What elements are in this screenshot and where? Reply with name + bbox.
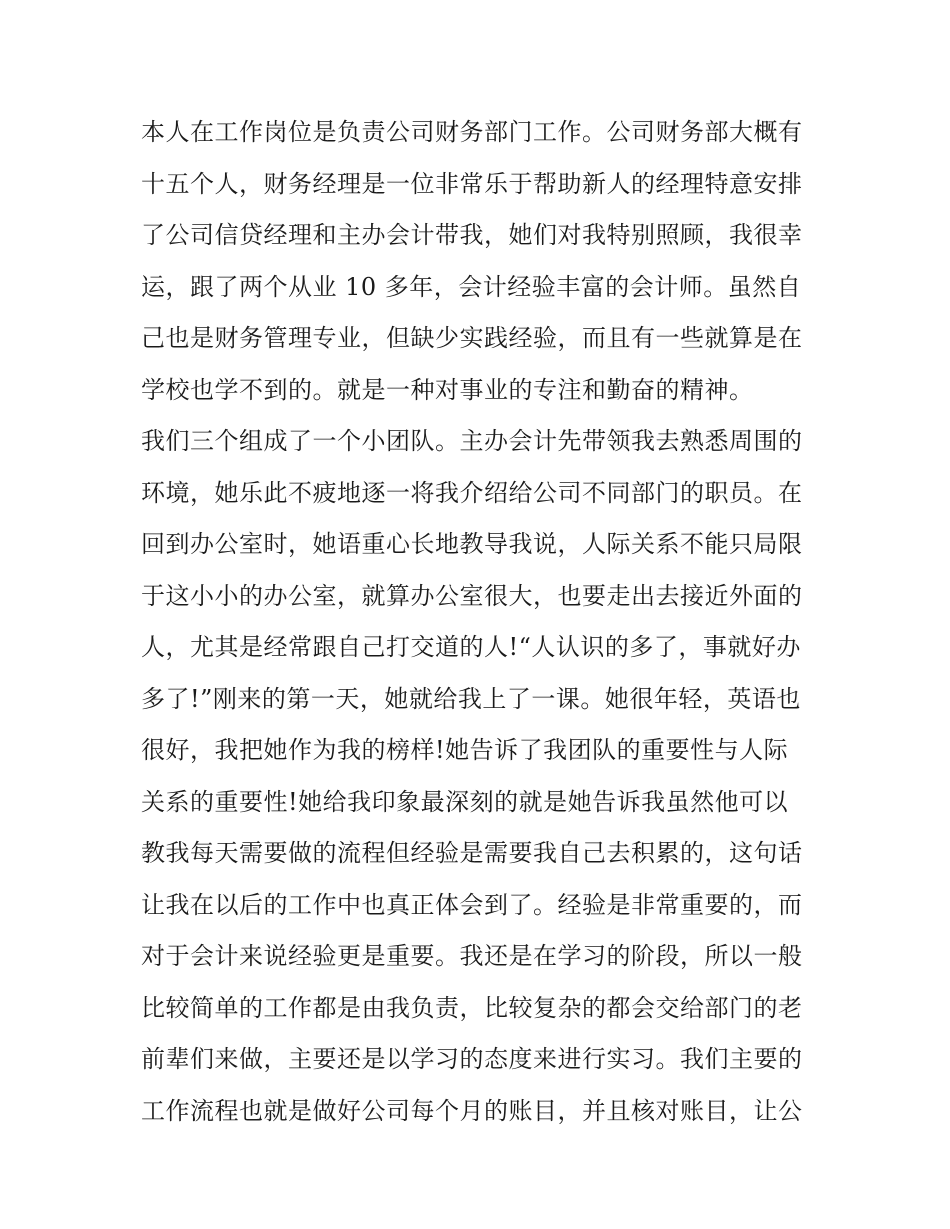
text-line: 前辈们来做，主要还是以学习的态度来进行实习。我们主要的 bbox=[141, 1045, 803, 1073]
text-line: 学校也学不到的。就是一种对事业的专注和勤奋的精神。 bbox=[141, 375, 754, 404]
text-line: 很好，我把她作为我的榜样!她告诉了我团队的重要性与人际 bbox=[141, 736, 789, 764]
text-line: 环境，她乐此不疲地逐一将我介绍给公司不同部门的职员。在 bbox=[141, 478, 803, 507]
text-line: 于这小小的办公室，就算办公室很大，也要走出去接近外面的 bbox=[141, 581, 803, 610]
text-line: 回到办公室时，她语重心长地教导我说，人际关系不能只局限 bbox=[141, 530, 803, 558]
text-line: 多了!”刚来的第一天，她就给我上了一课。她很年轻，英语也 bbox=[141, 684, 801, 713]
text-line: 己也是财务管理专业，但缺少实践经验，而且有一些就算是在 bbox=[141, 324, 803, 352]
text-line: 本人在工作岗位是负责公司财务部门工作。公司财务部大概有 bbox=[141, 118, 803, 146]
text-line: 比较简单的工作都是由我负责，比较复杂的都会交给部门的老 bbox=[141, 993, 803, 1022]
text-line: 工作流程也就是做好公司每个月的账目，并且核对账目，让公 bbox=[141, 1096, 803, 1125]
text-line: 教我每天需要做的流程但经验是需要我自己去积累的，这句话 bbox=[141, 839, 803, 867]
text-line: 人，尤其是经常跟自己打交道的人!“人认识的多了，事就好办 bbox=[141, 633, 801, 661]
text-line: 我们三个组成了一个小团队。主办会计先带领我去熟悉周围的 bbox=[141, 427, 803, 455]
text-line: 关系的重要性!她给我印象最深刻的就是她告诉我虽然他可以 bbox=[141, 787, 789, 816]
text-line: 了公司信贷经理和主办会计带我，她们对我特别照顾，我很幸 bbox=[141, 221, 803, 249]
text-line: 对于会计来说经验更是重要。我还是在学习的阶段，所以一般 bbox=[141, 942, 803, 970]
text-line: 让我在以后的工作中也真正体会到了。经验是非常重要的，而 bbox=[141, 890, 803, 919]
text-line: 运，跟了两个从业 10 多年，会计经验丰富的会计师。虽然自 bbox=[141, 272, 802, 301]
text-line: 十五个人，财务经理是一位非常乐于帮助新人的经理特意安排 bbox=[141, 169, 803, 198]
body-text bbox=[141, 107, 831, 1137]
